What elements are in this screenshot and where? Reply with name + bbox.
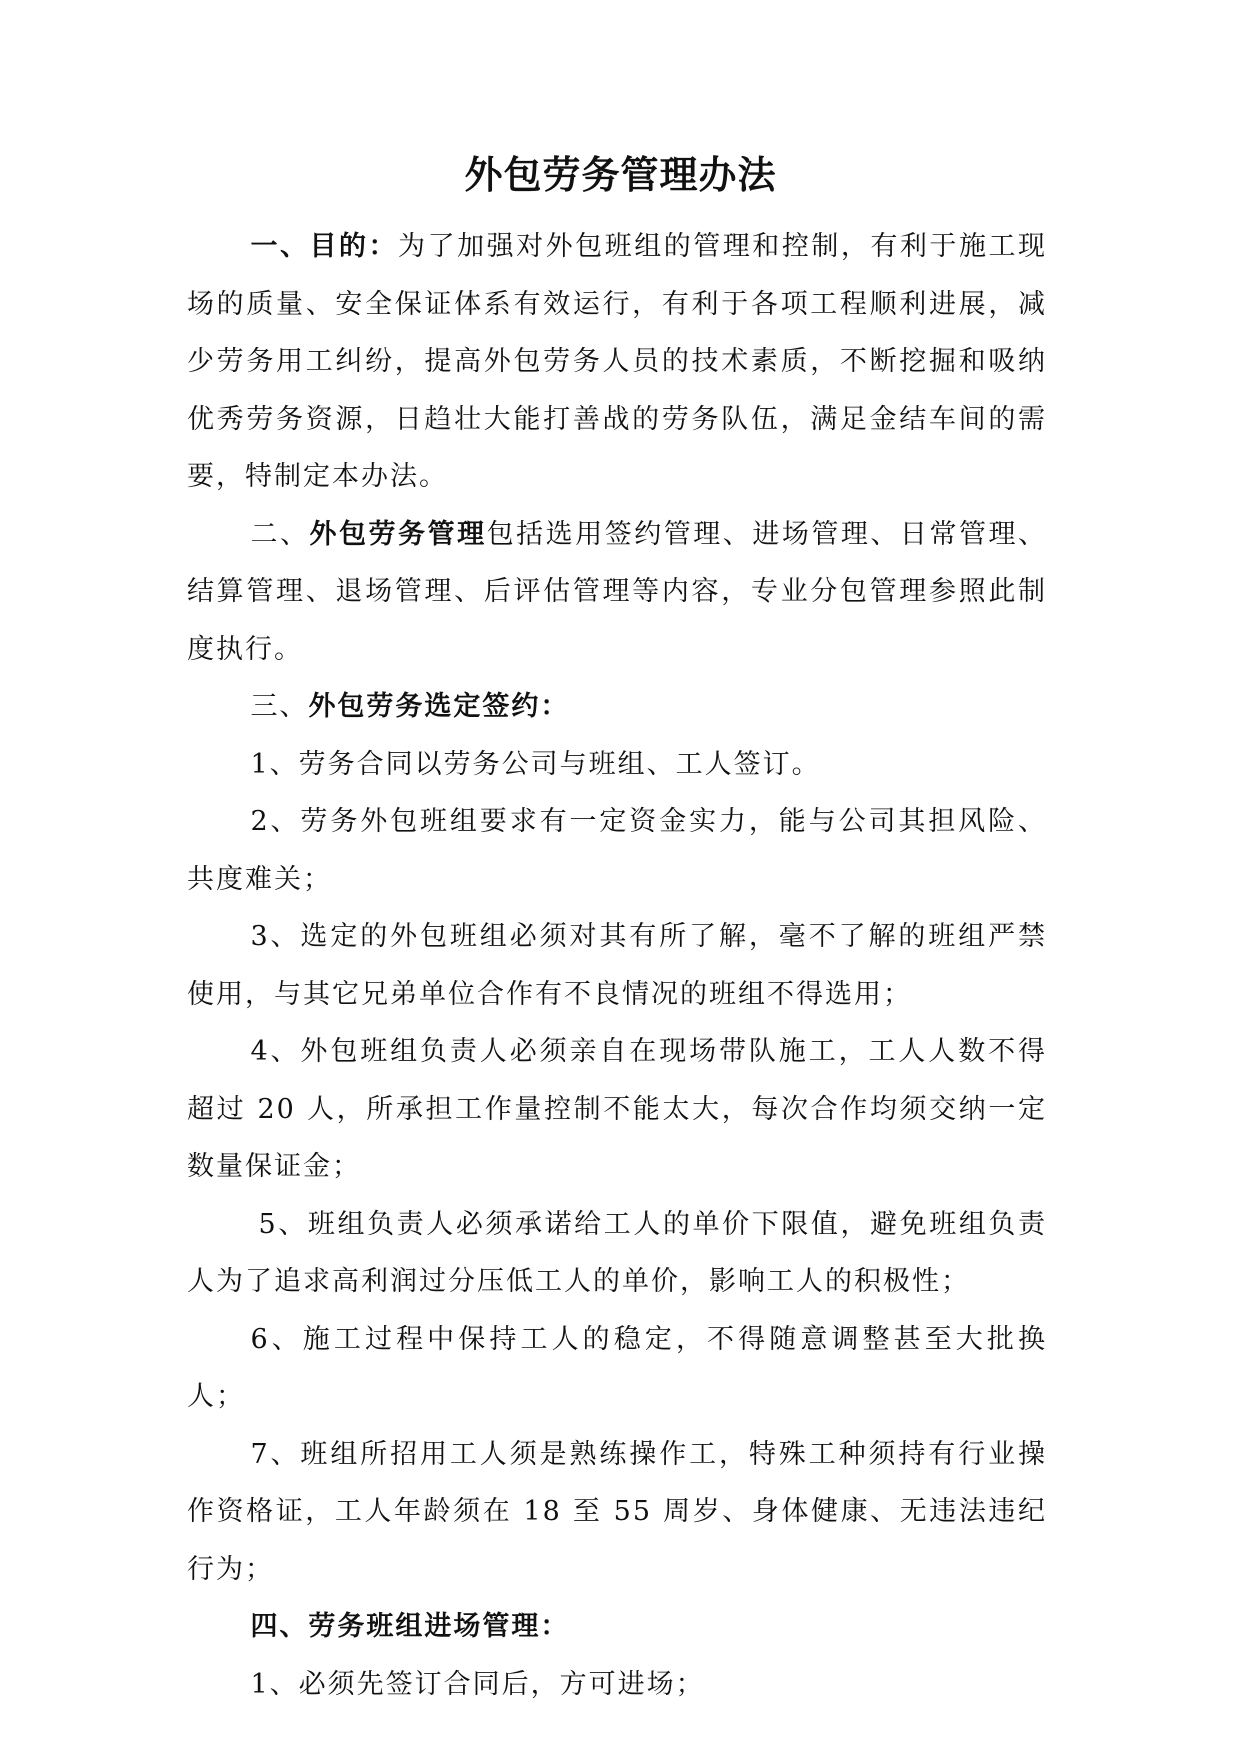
section-text-scope: 包括选用签约管理、进场管理、日常管理、结算管理、退场管理、后评估管理等内容，专业分包管理参照此制度执行。 <box>187 518 1048 665</box>
list-item: 3、选定的外包班组必须对其有所了解，毫不了解的班组严禁使用，与其它兄弟单位合作有不良情况的班组不得选用； <box>187 921 1047 1010</box>
section-prefix-scope: 二、 <box>250 518 310 550</box>
section-prefix-selection: 三、 <box>250 691 309 722</box>
document-body <box>187 218 1047 1713</box>
section-heading-scope: 外包劳务管理 <box>309 518 487 550</box>
section-selection <box>187 678 1047 736</box>
list-item: 6、施工过程中保持工人的稳定，不得随意调整甚至大批换人； <box>187 1323 1047 1412</box>
section-heading-selection: 外包劳务选定签约： <box>308 691 570 722</box>
section-heading-purpose: 一、目的： <box>250 231 399 262</box>
section-heading-entry: 四、劳务班组进场管理： <box>250 1611 570 1642</box>
section-scope <box>187 506 1047 679</box>
list-item: 1、劳务合同以劳务公司与班组、工人签订。 <box>250 748 821 780</box>
list-item: 1、必须先签订合同后，方可进场； <box>250 1668 705 1700</box>
list-item: 2、劳务外包班组要求有一定资金实力，能与公司其担风险、共度难关； <box>187 806 1047 895</box>
section-text-purpose: 为了加强对外包班组的管理和控制，有利于施工现场的质量、安全保证体系有效运行，有利于各项工程顺利进展，减少劳务用工纠纷，提高外包劳务人员的技术素质，不断挖掘和吸纳优秀劳务资源，日趋壮大能打善战的劳务队伍，满足金结车间的需要，特制定本办法。 <box>187 231 1048 492</box>
list-item: 4、外包班组负责人必须亲自在现场带队施工，工人人数不得超过 20 人，所承担工作量控制不能太大，每次合作均须交纳一定数量保证金； <box>187 1036 1047 1182</box>
list-item: 7、班组所招用工人须是熟练操作工，特殊工种须持有行业操作资格证，工人年龄须在 18 至 55 周岁、身体健康、无违法违纪行为； <box>187 1438 1047 1585</box>
list-item: 5、班组负责人必须承诺给工人的单价下限值，避免班组负责人为了追求高利润过分压低工人的单价，影响工人的积极性； <box>187 1208 1047 1297</box>
document-title: 外包劳务管理办法 <box>464 152 777 197</box>
section-purpose <box>187 218 1047 506</box>
